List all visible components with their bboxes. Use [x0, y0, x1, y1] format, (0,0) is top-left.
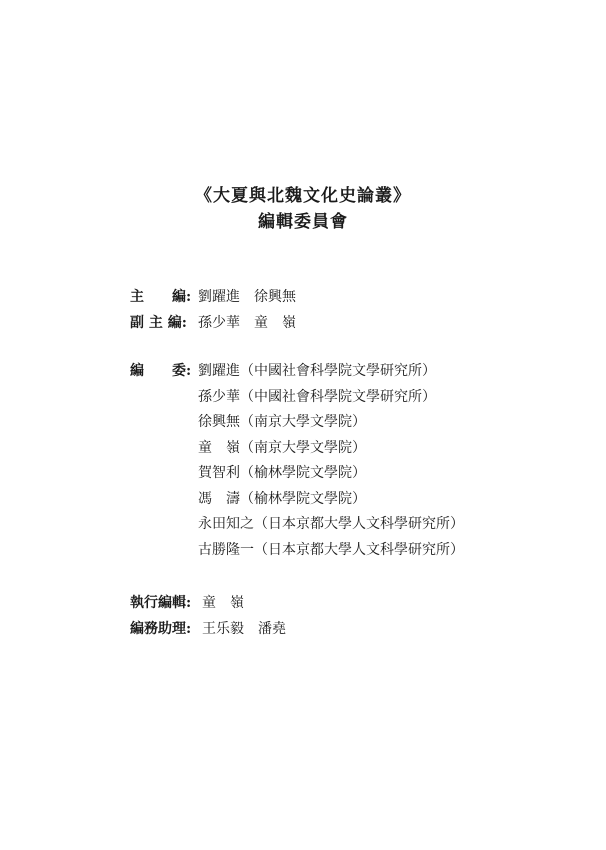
executive-editor-value: 童 嶺: [202, 595, 244, 611]
committee-member: 古勝隆一（日本京都大學人文科學研究所）: [198, 542, 464, 558]
committee-member: 劉躍進（中國社會科學院文學研究所）: [198, 363, 436, 379]
committee-member: 童 嶺（南京大學文學院）: [198, 440, 366, 456]
committee-member: 馮 濤（榆林學院文學院）: [198, 491, 366, 507]
committee-member: 徐興無（南京大學文學院）: [198, 414, 366, 430]
committee-label: 編 委:: [130, 363, 192, 379]
editorial-assistant-value: 王乐毅 潘堯: [202, 621, 286, 637]
deputy-editor-label: 副 主 編:: [130, 315, 187, 331]
executive-editor-label: 執行編輯:: [130, 595, 192, 611]
committee-member: 孫少華（中國社會科學院文學研究所）: [198, 389, 436, 405]
committee-title: 編輯委員會: [258, 212, 348, 232]
chief-editor-label: 主 編:: [130, 289, 192, 305]
committee-member: 永田知之（日本京都大學人文科學研究所）: [198, 516, 464, 532]
editorial-assistant-label: 編務助理:: [130, 621, 192, 637]
committee-member: 賀智利（榆林學院文學院）: [198, 465, 366, 481]
series-title: 《大夏與北魏文化史論叢》: [195, 186, 411, 206]
chief-editor-value: 劉躍進 徐興無: [198, 289, 296, 305]
deputy-editor-value: 孫少華 童 嶺: [198, 315, 296, 331]
